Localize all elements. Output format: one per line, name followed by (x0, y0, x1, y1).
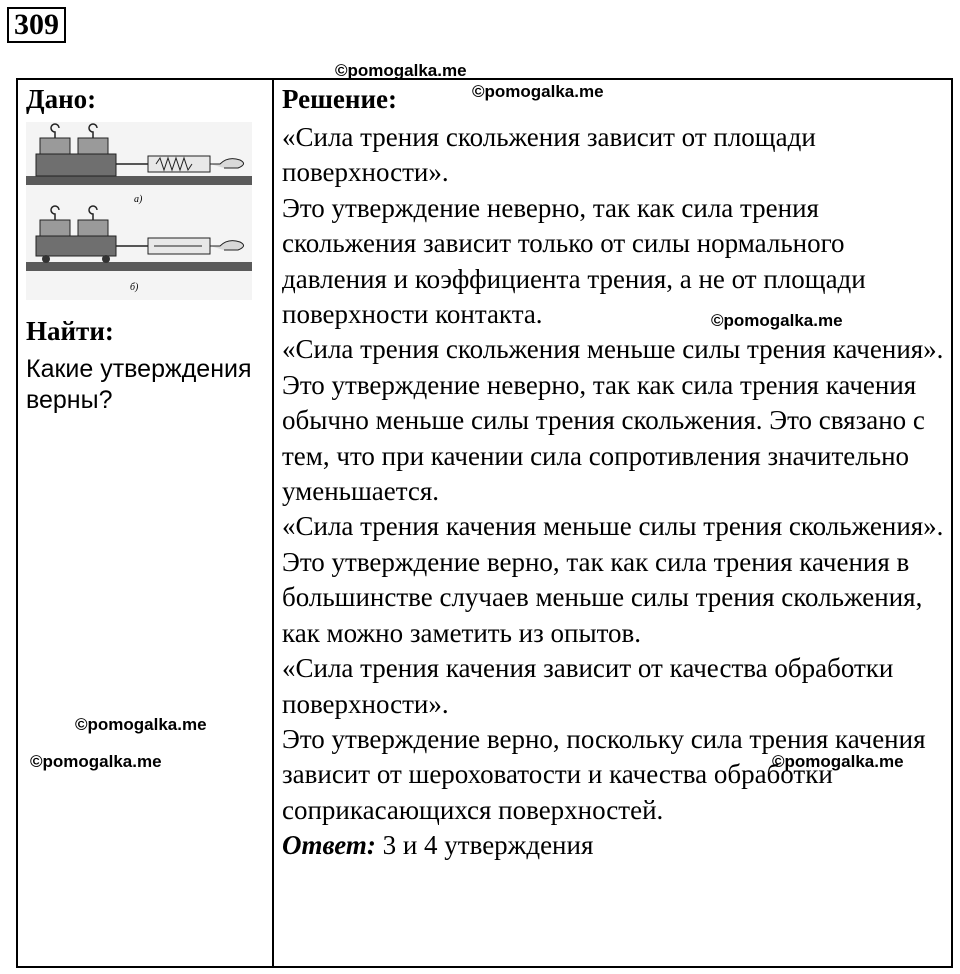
problem-number: 309 (7, 7, 66, 43)
answer-label: Ответ: (282, 830, 376, 861)
watermark: ©pomogalka.me (472, 82, 604, 101)
figure-label-b: б) (130, 282, 139, 293)
watermark: ©pomogalka.me (335, 61, 467, 80)
friction-experiment-figure (26, 122, 252, 300)
explanation-2: Это утверждение неверно, так как сила трения качения обычно меньше силы трения скольжения. Это связано с тем, что при качении сила сопротивления значительно уменьшается. (282, 369, 925, 507)
find-heading: Найти: (26, 316, 114, 346)
explanation-4: Это утверждение верно, поскольку сила трения качения зависит от шероховатости и качества обработки соприкасающихся поверхностей. (282, 723, 926, 825)
answer-text: 3 и 4 утверждения (382, 830, 594, 861)
answer-line (282, 828, 947, 863)
watermark: ©pomogalka.me (30, 752, 162, 771)
find-question: Какие утверждения верны? (26, 355, 252, 414)
given-heading: Дано: (26, 84, 97, 114)
watermark: ©pomogalka.me (711, 311, 843, 330)
solution-column (273, 79, 952, 967)
watermark: ©pomogalka.me (75, 715, 207, 734)
solution-table (16, 78, 953, 968)
figure-label-a: а) (134, 194, 143, 205)
statement-2: «Сила трения скольжения меньше силы трения качения». (282, 334, 944, 365)
explanation-3: Это утверждение верно, так как сила трения качения в большинстве случаев меньше силы трения скольжения, как можно заметить из опытов. (282, 546, 923, 648)
given-find-column (17, 79, 273, 967)
statement-4: «Сила трения качения зависит от качества обработки поверхности». (282, 653, 894, 719)
statement-3: «Сила трения качения меньше силы трения скольжения». (282, 511, 944, 542)
solution-heading: Решение: (282, 84, 397, 114)
watermark: ©pomogalka.me (772, 752, 904, 771)
explanation-1: Это утверждение неверно, так как сила трения скольжения зависит только от силы нормального давления и коэффициента трения, а не от площади поверхности контакта. (282, 192, 866, 330)
statement-1: «Сила трения скольжения зависит от площади поверхности». (282, 122, 816, 188)
